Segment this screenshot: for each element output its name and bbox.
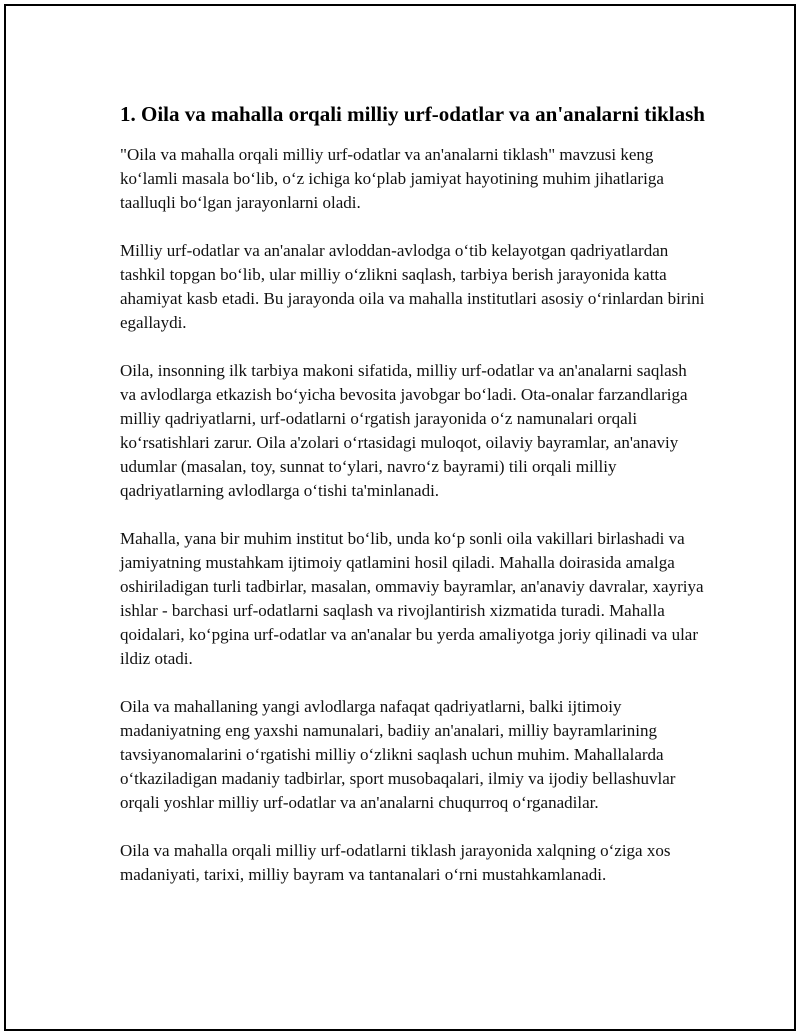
document-body [120, 100, 706, 911]
paragraph: Mahalla, yana bir muhim institut bo‘lib, unda ko‘p sonli oila vakillari birlashadi va jamiyatning mustahkam ijtimoiy qatlamini hosil qiladi. Mahalla doirasida amalga oshiriladigan turli tadbirlar, masalan, ommaviy bayramlar, an'anaviy davralar, xayriya ishlar - barchasi urf-odatlarni saqlash va rivojlantirish xizmatida turadi. Mahalla qoidalari, ko‘pgina urf-odatlar va an'analar bu yerda amaliyotga joriy qilinadi va ular ildiz otadi. [120, 529, 704, 668]
paragraph: Oila va mahallaning yangi avlodlarga nafaqat qadriyatlarni, balki ijtimoiy madaniyatning eng yaxshi namunalari, badiiy an'analari, milliy bayramlarining tavsiyanomalarini o‘rgatishi milliy o‘zlikni saqlash uchun muhim. Mahallalarda o‘tkaziladigan madaniy tadbirlar, sport musobaqalari, ilmiy va ijodiy bellashuvlar orqali yoshlar milliy urf-odatlar va an'analarni chuqurroq o‘rganadilar. [120, 697, 676, 812]
section-heading: 1. Oila va mahalla orqali milliy urf-odatlar va an'analarni tiklash [120, 102, 705, 126]
page-frame [4, 4, 796, 1031]
paragraph: Milliy urf-odatlar va an'analar avloddan-avlodga o‘tib kelayotgan qadriyatlardan tashkil topgan bo‘lib, ular milliy o‘zlikni saqlash, tarbiya berish jarayonida katta ahamiyat kasb etadi. Bu jarayonda oila va mahalla institutlari asosiy o‘rinlardan birini egallaydi. [120, 241, 705, 332]
paragraph: Oila va mahalla orqali milliy urf-odatlarni tiklash jarayonida xalqning o‘ziga xos madaniyati, tarixi, milliy bayram va tantanalari o‘rni mustahkamlanadi. [120, 841, 671, 884]
paragraph: "Oila va mahalla orqali milliy urf-odatlar va an'analarni tiklash" mavzusi keng ko‘lamli masala bo‘lib, o‘z ichiga ko‘plab jamiyat hayotining muhim jihatlariga taalluqli bo‘lgan jarayonlarni oladi. [120, 145, 664, 212]
paragraph: Oila, insonning ilk tarbiya makoni sifatida, milliy urf-odatlar va an'analarni saqlash va avlodlarga etkazish bo‘yicha bevosita javobgar bo‘ladi. Ota-onalar farzandlariga milliy qadriyatlarni, urf-odatlarni o‘rgatish jarayonida o‘z namunalari orqali ko‘rsatishlari zarur. Oila a'zolari o‘rtasidagi muloqot, oilaviy bayramlar, an'anaviy udumlar (masalan, toy, sunnat to‘ylari, navro‘z bayrami) tili orqali milliy qadriyatlarning avlodlarga o‘tishi ta'minlanadi. [120, 361, 688, 500]
